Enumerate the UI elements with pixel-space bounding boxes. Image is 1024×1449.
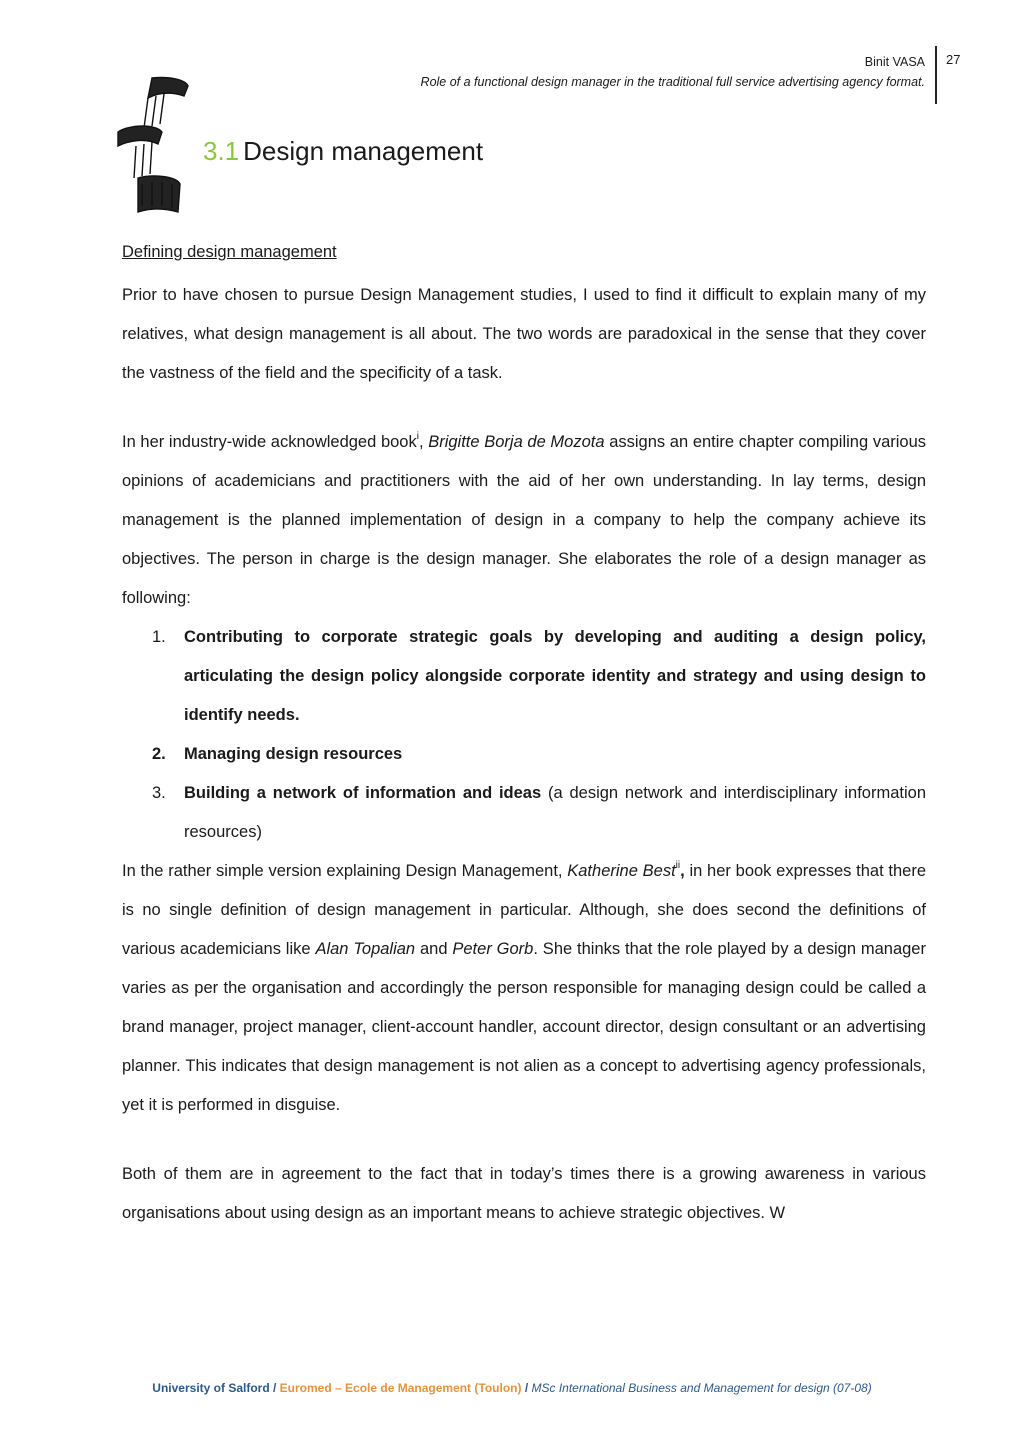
paragraph-mozota — [122, 423, 926, 618]
paragraph-intro: Prior to have chosen to pursue Design Management studies, I used to find it difficult to explain many of my relatives, what design management is all about. The two words are paradoxical in the sense that they cover the vastness of the field and the specificity of a task. — [122, 286, 926, 382]
text-run: in her book expresses that there is no single definition of design management in particular. Although, she does second the definitions of various academicians like — [122, 862, 927, 958]
text-run: In the rather simple version explaining Design Management, — [122, 862, 568, 880]
page-footer — [0, 1381, 1024, 1395]
footer-separator: / — [269, 1381, 280, 1395]
page-number: 27 — [946, 52, 961, 67]
author-name: Katherine Best — [567, 862, 676, 880]
academic-name: Alan Topalian — [315, 940, 416, 958]
text-run: In her industry-wide acknowledged book — [122, 433, 417, 451]
header-divider — [935, 46, 937, 104]
subheading: Defining design management — [122, 243, 337, 261]
section-number: 3.1 — [203, 136, 240, 166]
author-name: Brigitte Borja de Mozota — [428, 433, 605, 451]
list-number: 1. — [152, 628, 166, 646]
list-item-text: (a design network and interdisciplinary information resources) — [184, 784, 926, 841]
list-number: 2. — [152, 745, 166, 763]
footer-program: MSc International Business and Management for design (07-08) — [531, 1381, 872, 1395]
text-run: , — [680, 862, 685, 880]
header-title: Role of a functional design manager in the traditional full service advertising agency format. — [420, 75, 925, 89]
list-item — [122, 618, 926, 735]
list-item-bold: Building a network of information and ideas — [184, 784, 542, 802]
list-item — [122, 735, 926, 774]
section-heading — [203, 136, 483, 167]
list-item-bold: Managing design resources — [184, 745, 403, 763]
paragraph-agreement: Both of them are in agreement to the fact that in today’s times there is a growing awareness in various organisations about using design as an important means to achieve strategic objectives. W — [122, 1165, 926, 1222]
footer-separator: / — [521, 1381, 532, 1395]
header-author: Binit VASA — [864, 55, 925, 69]
academic-name: Peter Gorb — [452, 940, 534, 958]
list-item — [122, 774, 926, 852]
section-title: Design management — [243, 136, 484, 166]
design-manager-roles-list — [122, 618, 926, 852]
footnote-ref-i[interactable]: i — [416, 431, 419, 442]
list-number: 3. — [152, 784, 166, 802]
list-item-bold: Contributing to corporate strategic goals by developing and auditing a design policy, articulating the design policy alongside corporate identity and strategy and using design to identify needs. — [184, 628, 926, 724]
text-run: and — [415, 940, 453, 958]
text-run: . She thinks that the role played by a design manager varies as per the organisation and accordingly the person responsible for managing design could be called a brand manager, project manager, client-account handler, account director, design consultant or an advertising planner. This indicates that design management is not alien as a concept to advertising agency professionals, yet it is performed in disguise. — [122, 940, 926, 1114]
paragraph-best — [122, 852, 926, 1125]
footer-university: University of Salford — [152, 1381, 270, 1395]
body-content — [122, 238, 926, 1233]
text-run: assigns an entire chapter compiling various opinions of academicians and practitioners with the aid of her own understanding. In lay terms, design management is the planned implementation of design in a company to help the company achieve its objectives. The person in charge is the design manager. She elaborates the role of a design manager as following: — [122, 433, 927, 607]
chair-stack-logo-icon — [112, 74, 192, 218]
text-run: , — [418, 433, 429, 451]
running-header — [285, 52, 925, 92]
footnote-ref-ii[interactable]: ii — [675, 860, 681, 871]
footer-school: Euromed – Ecole de Management (Toulon) — [279, 1381, 522, 1395]
